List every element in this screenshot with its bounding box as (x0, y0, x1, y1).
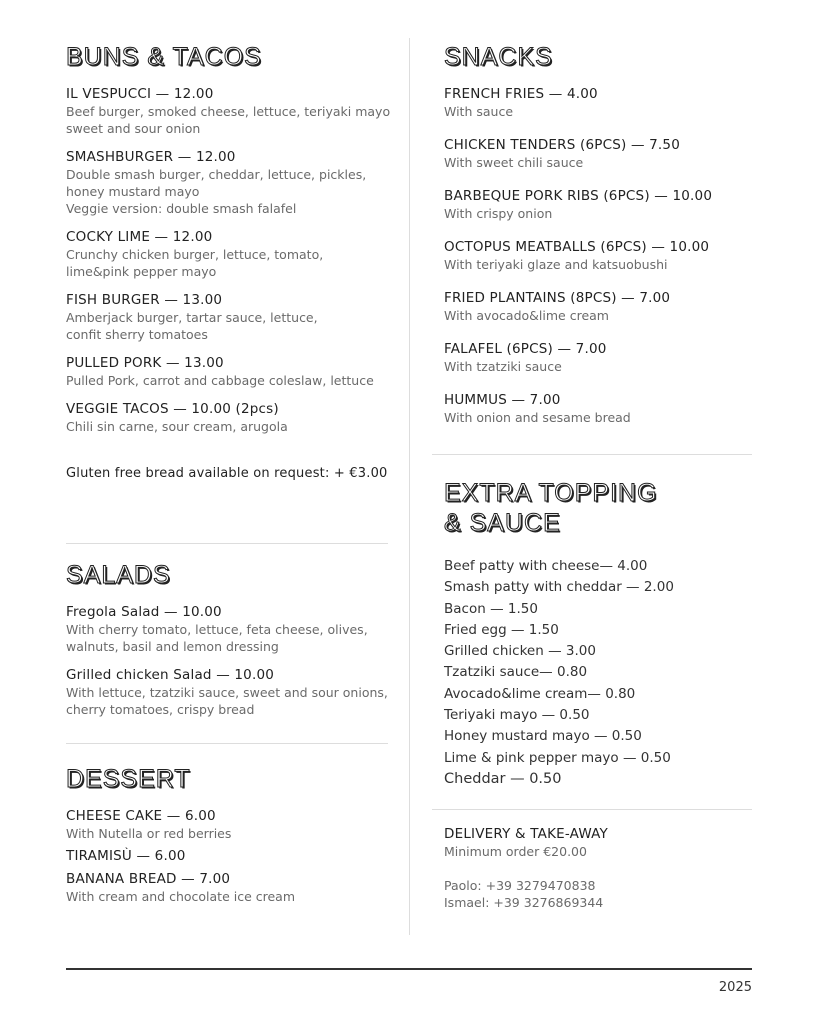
section-title: SALADS (66, 561, 171, 589)
item-description: With Nutella or red berries (66, 826, 232, 841)
menu-item (66, 667, 396, 718)
extra-item: Beef patty with cheese— 4.00 (444, 558, 648, 574)
item-name: CHICKEN TENDERS (6PCS) — 7.50 (444, 137, 680, 153)
divider (66, 543, 388, 544)
menu-item (444, 239, 764, 273)
item-name: PULLED PORK — 13.00 (66, 355, 224, 371)
item-description: lime&pink pepper mayo (66, 264, 217, 279)
menu-item (444, 188, 764, 222)
contact-phone[interactable]: Ismael: +39 3276869344 (444, 895, 604, 910)
item-description: honey mustard mayo (66, 184, 200, 199)
section-buns-tacos (66, 42, 396, 482)
menu-item (66, 355, 396, 389)
section-title: & SAUCE (444, 509, 561, 537)
item-description: With crispy onion (444, 206, 553, 221)
section-dessert (66, 764, 396, 911)
section-salads (66, 560, 396, 730)
item-description: With onion and sesame bread (444, 410, 631, 425)
item-name: OCTOPUS MEATBALLS (6PCS) — 10.00 (444, 239, 710, 255)
menu-item (444, 341, 764, 375)
menu-item (66, 871, 396, 905)
extra-item: Cheddar — 0.50 (444, 770, 562, 787)
item-name: TIRAMISÙ — 6.00 (66, 848, 186, 864)
item-description: Pulled Pork, carrot and cabbage coleslaw, lettuce (66, 373, 374, 388)
menu-item (444, 392, 764, 426)
section-title: DESSERT (66, 765, 191, 793)
item-description: confit sherry tomatoes (66, 327, 208, 342)
divider (432, 809, 752, 810)
menu-item (444, 86, 764, 120)
item-description: With teriyaki glaze and katsuobushi (444, 257, 668, 272)
item-description: With sweet chili sauce (444, 155, 584, 170)
menu-item (444, 137, 764, 171)
section-extras (444, 478, 764, 790)
item-name: Grilled chicken Salad — 10.00 (66, 667, 275, 683)
item-name: HUMMUS — 7.00 (444, 392, 561, 408)
item-description: cherry tomatoes, crispy bread (66, 702, 255, 717)
item-name: IL VESPUCCI — 12.00 (66, 86, 214, 102)
menu-item (66, 604, 396, 655)
item-description: Crunchy chicken burger, lettuce, tomato, (66, 247, 324, 262)
item-name: COCKY LIME — 12.00 (66, 229, 213, 245)
item-description: walnuts, basil and lemon dressing (66, 639, 279, 654)
footer-year: 2025 (718, 980, 752, 995)
extra-item: Teriyaki mayo — 0.50 (444, 707, 590, 724)
minimum-order: Minimum order €20.00 (444, 844, 587, 859)
item-description: Veggie version: double smash falafel (66, 201, 297, 216)
section-title: BUNS & TACOS (66, 43, 262, 71)
item-description: Double smash burger, cheddar, lettuce, pickles, (66, 167, 367, 182)
item-name: CHEESE CAKE — 6.00 (66, 808, 216, 824)
extra-item: Avocado&lime cream— 0.80 (444, 685, 636, 702)
item-name: FRIED PLANTAINS (8PCS) — 7.00 (444, 290, 671, 306)
item-name: SMASHBURGER — 12.00 (66, 149, 236, 165)
item-description: With sauce (444, 104, 514, 119)
extra-item: Bacon — 1.50 (444, 600, 538, 617)
menu-item (66, 401, 396, 435)
item-description: Beef burger, smoked cheese, lettuce, teriyaki mayo (66, 104, 391, 119)
item-name: Fregola Salad — 10.00 (66, 604, 222, 620)
section-title: EXTRA TOPPING (444, 479, 658, 507)
delivery-title: DELIVERY & TAKE-AWAY (444, 826, 608, 842)
item-description: Chili sin carne, sour cream, arugola (66, 419, 288, 434)
item-description: With avocado&lime cream (444, 308, 609, 323)
item-name: BANANA BREAD — 7.00 (66, 871, 231, 887)
item-name: FRENCH FRIES — 4.00 (444, 86, 598, 102)
extra-item: Tzatziki sauce— 0.80 (444, 664, 588, 681)
extra-item: Smash patty with cheddar — 2.00 (444, 579, 674, 596)
gluten-free-note: Gluten free bread available on request: + €3.00 (66, 466, 388, 481)
divider (66, 743, 388, 744)
section-delivery (444, 826, 764, 911)
section-snacks (444, 42, 764, 443)
menu-item (444, 290, 764, 324)
divider (432, 454, 752, 455)
item-name: VEGGIE TACOS — 10.00 (2pcs) (66, 401, 279, 417)
item-name: FALAFEL (6PCS) — 7.00 (444, 341, 607, 357)
item-description: With tzatziki sauce (444, 359, 562, 374)
item-name: FISH BURGER — 13.00 (66, 292, 223, 308)
menu-item (66, 848, 396, 865)
menu-item (66, 149, 396, 217)
item-description: With cream and chocolate ice cream (66, 889, 296, 904)
menu-item (66, 86, 396, 137)
extra-item: Grilled chicken — 3.00 (444, 643, 596, 660)
item-description: Amberjack burger, tartar sauce, lettuce, (66, 310, 318, 325)
extra-item: Fried egg — 1.50 (444, 621, 559, 638)
menu-item (66, 808, 396, 842)
section-title: SNACKS (444, 43, 553, 71)
item-description: sweet and sour onion (66, 121, 201, 136)
extra-item: Honey mustard mayo — 0.50 (444, 728, 642, 745)
contact-phone[interactable]: Paolo: +39 3279470838 (444, 878, 596, 893)
extra-item: Lime & pink pepper mayo — 0.50 (444, 749, 671, 766)
item-description: With lettuce, tzatziki sauce, sweet and sour onions, (66, 685, 388, 700)
menu-item (66, 292, 396, 343)
footer-rule (66, 968, 752, 970)
item-description: With cherry tomato, lettuce, feta cheese, olives, (66, 622, 368, 637)
column-divider (409, 38, 410, 935)
menu-item (66, 229, 396, 280)
item-name: BARBEQUE PORK RIBS (6PCS) — 10.00 (444, 188, 713, 204)
